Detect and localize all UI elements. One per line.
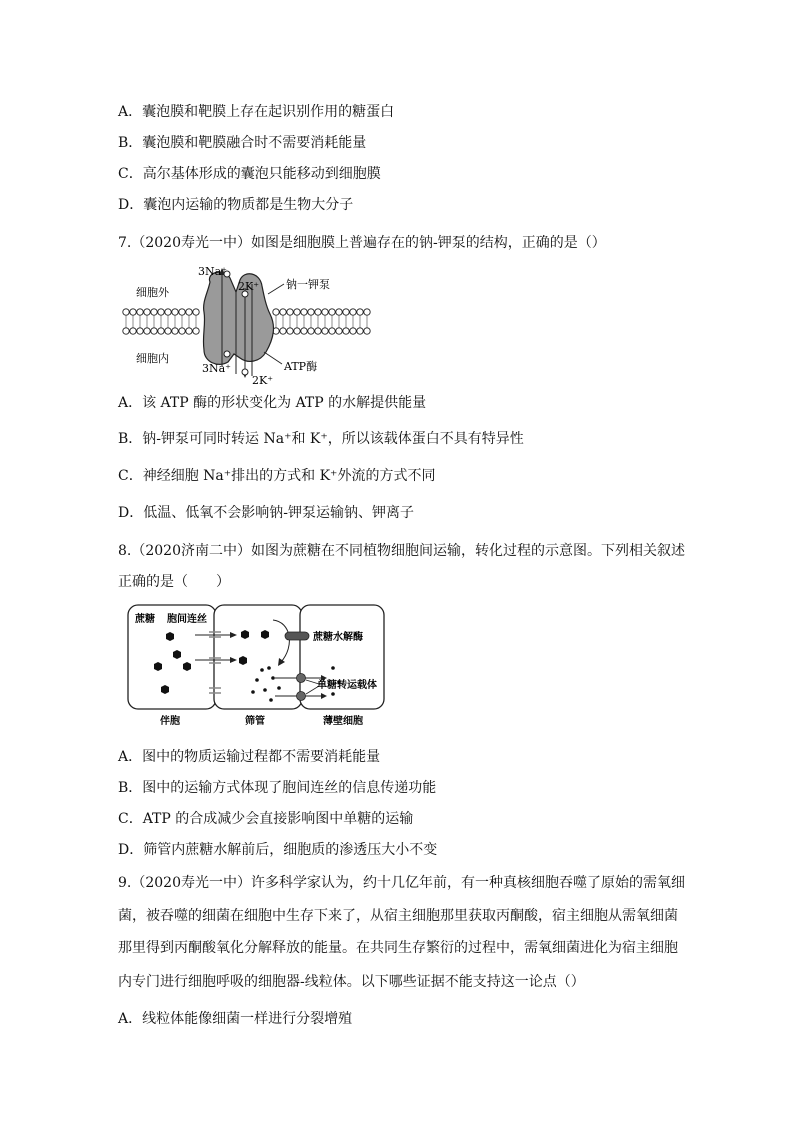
carrier-protein-top bbox=[297, 674, 306, 683]
sieve-tube-label: 筛管 bbox=[245, 716, 265, 727]
q8-option-a: A．图中的物质运输过程都不需要消耗能量 bbox=[118, 749, 381, 765]
q6-option-c: C．高尔基体形成的囊泡只能移动到细胞膜 bbox=[118, 166, 381, 182]
parenchyma-label: 薄壁细胞 bbox=[323, 716, 363, 727]
q9-option-a: A．线粒体能像细菌一样进行分裂增殖 bbox=[118, 1011, 353, 1027]
parenchyma-cell bbox=[300, 605, 384, 709]
sodium-potassium-pump-figure bbox=[118, 262, 378, 390]
sucrose-transport-figure bbox=[125, 602, 387, 730]
sucrose-label: 蔗糖 bbox=[135, 614, 155, 625]
q8-option-d: D．筛管内蔗糖水解前后，细胞质的渗透压大小不变 bbox=[118, 842, 438, 858]
plasmodesma-label: 胞间连丝 bbox=[167, 614, 207, 625]
q9-stem-line2: 菌，被吞噬的细菌在细胞中生存下来了，从宿主细胞那里获取丙酮酸，宿主细胞从需氧细菌 bbox=[118, 908, 678, 924]
invertase-enzyme bbox=[285, 632, 309, 640]
bottom-na-label: 3Na⁺ bbox=[202, 362, 231, 375]
q9-stem-line4: 内专门进行细胞呼吸的细胞器-线粒体。以下哪些证据不能支持这一论点（） bbox=[118, 974, 585, 990]
q8-stem-line2: 正确的是（ ） bbox=[118, 574, 230, 590]
pump-leader bbox=[268, 284, 284, 294]
pump-name-label: 钠一钾泵 bbox=[286, 278, 330, 291]
q7-stem: 7.（2020寿光一中）如图是细胞膜上普遍存在的钠-钾泵的结构，正确的是（） bbox=[118, 235, 606, 251]
na-bottom-ion bbox=[224, 351, 230, 357]
sucrose-diagram bbox=[125, 602, 387, 730]
companion-cell-label: 伴胞 bbox=[160, 716, 180, 727]
q8-option-c: C．ATP 的合成减少会直接影响图中单糖的运输 bbox=[118, 811, 414, 827]
q8-stem-line1: 8.（2020济南二中）如图为蔗糖在不同植物细胞间运输，转化过程的示意图。下列相关叙述 bbox=[118, 543, 685, 559]
invertase-label: 蔗糖水解酶 bbox=[313, 632, 363, 643]
top-na-label: 3Na⁺ bbox=[198, 265, 227, 278]
q7-option-a: A．该 ATP 酶的形状变化为 ATP 的水解提供能量 bbox=[118, 395, 427, 411]
pump-diagram bbox=[118, 262, 378, 390]
q6-option-a: A．囊泡膜和靶膜上存在起识别作用的糖蛋白 bbox=[118, 104, 395, 120]
carrier-label: 单糖转运载体 bbox=[317, 680, 377, 691]
atpase-label: ATP酶 bbox=[284, 360, 318, 373]
atpase-leader bbox=[264, 352, 282, 364]
q7-option-d: D．低温、低氧不会影响钠-钾泵运输钠、钾离子 bbox=[118, 505, 414, 521]
carrier-protein-bottom bbox=[297, 692, 306, 701]
q8-option-b: B．图中的运输方式体现了胞间连丝的信息传递功能 bbox=[118, 780, 437, 796]
bottom-k-label: 2K⁺ bbox=[252, 374, 274, 387]
q7-option-b: B．钠-钾泵可同时转运 Na⁺和 K⁺，所以该载体蛋白不具有特异性 bbox=[118, 431, 524, 447]
q9-stem-line1: 9.（2020寿光一中）许多科学家认为，约十几亿年前，有一种真核细胞吞噬了原始的需氧细 bbox=[118, 875, 685, 891]
q9-stem-line3: 那里得到丙酮酸氧化分解释放的能量。在共同生存繁衍的过程中，需氧细菌进化为宿主细胞 bbox=[118, 940, 678, 956]
top-k-label: 2K⁺ bbox=[238, 280, 260, 293]
inside-label: 细胞内 bbox=[136, 352, 169, 365]
outside-label: 细胞外 bbox=[136, 286, 169, 299]
q6-option-b: B．囊泡膜和靶膜融合时不需要消耗能量 bbox=[118, 135, 367, 151]
q7-option-c: C．神经细胞 Na⁺排出的方式和 K⁺外流的方式不同 bbox=[118, 468, 436, 484]
k-bottom-ion bbox=[242, 369, 248, 375]
q6-option-d: D．囊泡内运输的物质都是生物大分子 bbox=[118, 197, 354, 213]
sieve-tube-cell bbox=[214, 605, 302, 709]
